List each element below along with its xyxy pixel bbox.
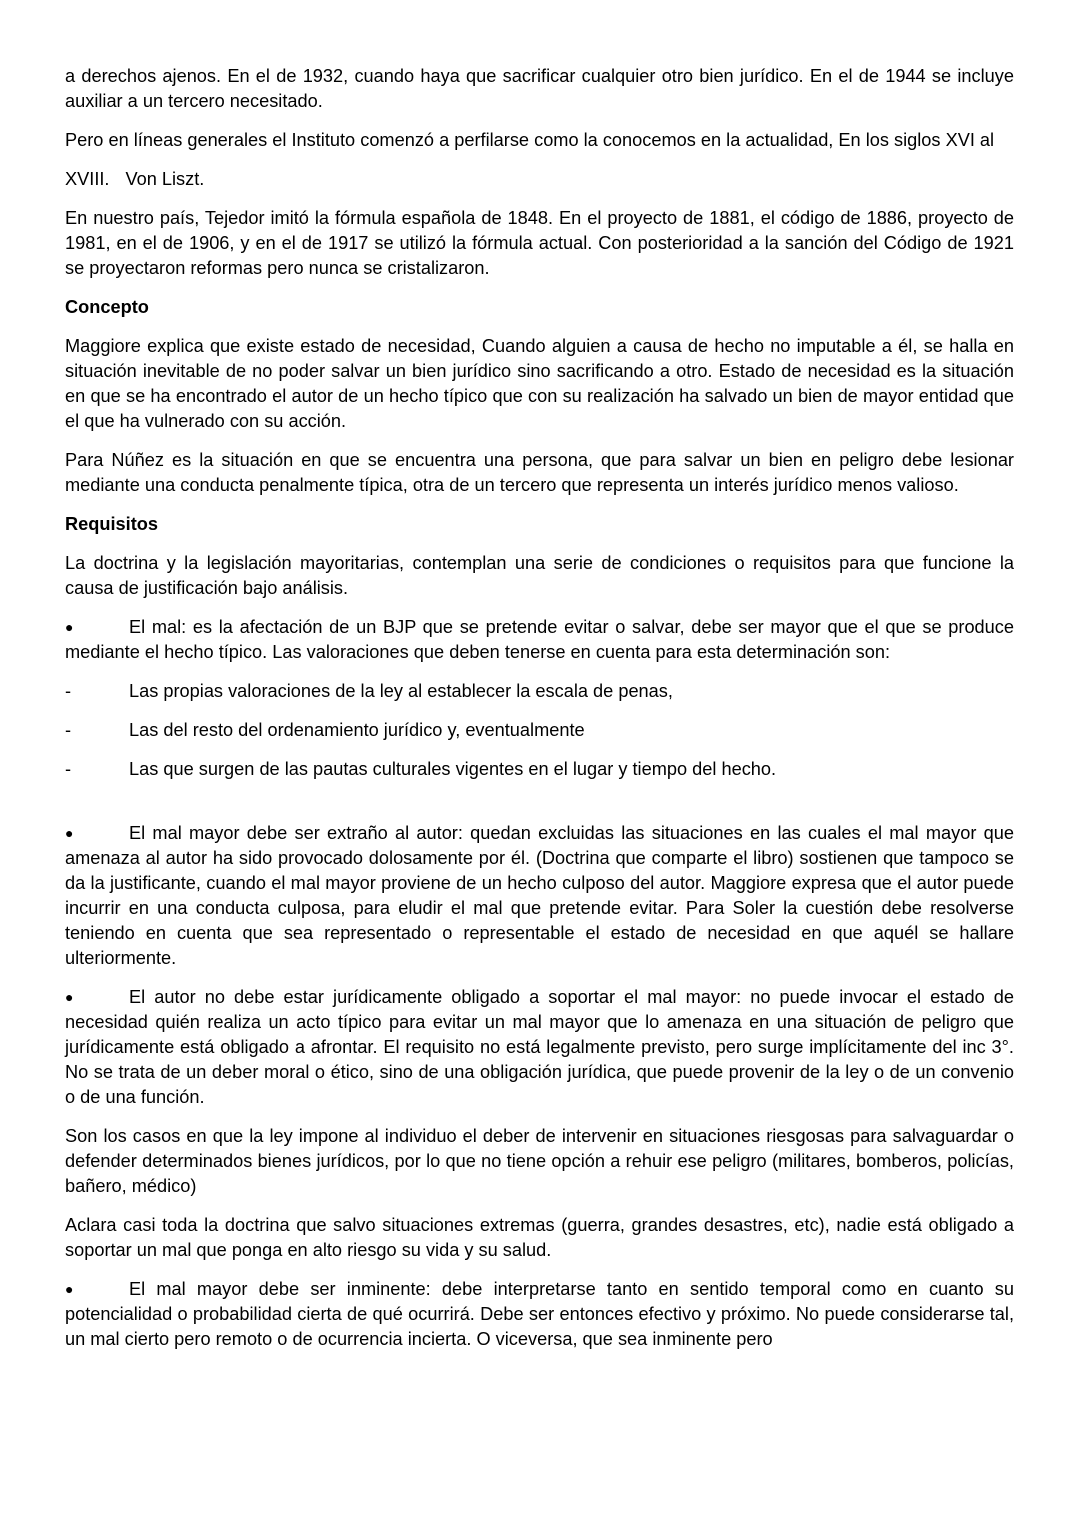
heading-requisitos: Requisitos <box>65 514 158 534</box>
paragraph-tejedor: En nuestro país, Tejedor imitó la fórmula española de 1848. En el proyecto de 1881, el código de 1886, proyecto de 1981, en el de 1906, y en el de 1917 se utilizó la fórmula actual. Con posterioridad a la sanción del Código de 1921 se proyectaron reformas pero nunca se cristalizaron. <box>65 208 1014 278</box>
paragraph-nunez: Para Núñez es la situación en que se encuentra una persona, que para salvar un bien en peligro debe lesionar mediante una conducta penalmente típica, otra de un tercero que representa un interés jurídico menos valioso. <box>65 450 1014 495</box>
paragraph-requisitos-intro: La doctrina y la legislación mayoritarias, contemplan una serie de condiciones o requisitos para que funcione la causa de justificación bajo análisis. <box>65 553 1014 598</box>
bullet-item-obligado <box>65 985 1014 1110</box>
document-page <box>65 64 1014 1366</box>
paragraph-instituto: Pero en líneas generales el Instituto comenzó a perfilarse como la conocemos en la actualidad, En los siglos XVI al <box>65 130 995 150</box>
bullet-text: El mal: es la afectación de un BJP que se pretende evitar o salvar, debe ser mayor que el que se produce mediante el hecho típico. Las valoraciones que deben tenerse en cuenta para esta determinación son: <box>65 617 1014 662</box>
dash-item-ley <box>65 679 1014 704</box>
dash-icon: - <box>65 720 72 740</box>
bullet-icon: ● <box>65 825 74 841</box>
blank-line <box>65 796 1014 821</box>
century-number: XVIII. <box>65 169 110 189</box>
bullet-icon: ● <box>65 989 74 1005</box>
bullet-icon: ● <box>65 1281 74 1297</box>
von-liszt-text: Von Liszt. <box>125 169 205 189</box>
dash-text: Las propias valoraciones de la ley al establecer la escala de penas, <box>129 681 673 701</box>
dash-text: Las que surgen de las pautas culturales vigentes en el lugar y tiempo del hecho. <box>129 759 777 779</box>
dash-text: Las del resto del ordenamiento jurídico y, eventualmente <box>129 720 585 740</box>
paragraph-von-liszt <box>65 167 1014 192</box>
bullet-item-mal-extrano <box>65 821 1014 971</box>
paragraph-casos: Son los casos en que la ley impone al individuo el deber de intervenir en situaciones riesgosas para salvaguardar o defender determinados bienes jurídicos, por lo que no tiene opción a rehuir ese peligro (militares, bomberos, policías, bañero, médico) <box>65 1126 1014 1196</box>
dash-item-pautas <box>65 757 1014 782</box>
bullet-item-el-mal <box>65 615 1014 665</box>
paragraph-aclara: Aclara casi toda la doctrina que salvo situaciones extremas (guerra, grandes desastres, etc), nadie está obligado a soportar un mal que ponga en alto riesgo su vida y su salud. <box>65 1215 1014 1260</box>
dash-item-ordenamiento <box>65 718 1014 743</box>
bullet-text: El autor no debe estar jurídicamente obligado a soportar el mal mayor: no puede invocar el estado de necesidad quién realiza un acto típico para evitar un mal mayor que lo amenaza en una situación de peligro que jurídicamente está obligado a afrontar. El requisito no está legalmente previsto, pero surge implícitamente del inc 3°. No se trata de un deber moral o ético, sino de una obligación jurídica, que puede provenir de la ley o de un convenio o de una función. <box>65 987 1014 1107</box>
dash-icon: - <box>65 759 72 779</box>
bullet-text: El mal mayor debe ser inminente: debe interpretarse tanto en sentido temporal como en cuanto su potencialidad o probabilidad cierta de qué ocurrirá. Debe ser entonces efectivo y próximo. No puede considerarse tal, un mal cierto pero remoto o de ocurrencia incierta. O viceversa, que sea inminente pero <box>65 1279 1014 1349</box>
paragraph-maggiore: Maggiore explica que existe estado de necesidad, Cuando alguien a causa de hecho no imputable a él, se halla en situación inevitable de no poder salvar un bien jurídico sino sacrificando a otro. Estado de necesidad es la situación en que se ha encontrado el autor de un hecho típico que con su realización ha salvado un bien de mayor entidad que el que ha vulnerado con su acción. <box>65 336 1014 431</box>
bullet-icon: ● <box>65 619 74 635</box>
dash-icon: - <box>65 681 72 701</box>
bullet-text: El mal mayor debe ser extraño al autor: quedan excluidas las situaciones en las cuales el mal mayor que amenaza al autor ha sido provocado dolosamente por él. (Doctrina que comparte el libro) sostienen que tampoco se da la justificante, cuando el mal mayor proviene de un hecho culposo del autor. Maggiore expresa que el autor puede incurrir en una conducta culposa, para eludir el mal que pretende evitar. Para Soler la cuestión debe resolverse teniendo en cuenta que sea representado o representable el estado de necesidad en que aquél se hallare ulteriormente. <box>65 823 1014 968</box>
heading-concepto: Concepto <box>65 297 149 317</box>
paragraph-history-1932: a derechos ajenos. En el de 1932, cuando haya que sacrificar cualquier otro bien jurídico. En el de 1944 se incluye auxiliar a un tercero necesitado. <box>65 66 1014 111</box>
bullet-item-inminente <box>65 1277 1014 1352</box>
